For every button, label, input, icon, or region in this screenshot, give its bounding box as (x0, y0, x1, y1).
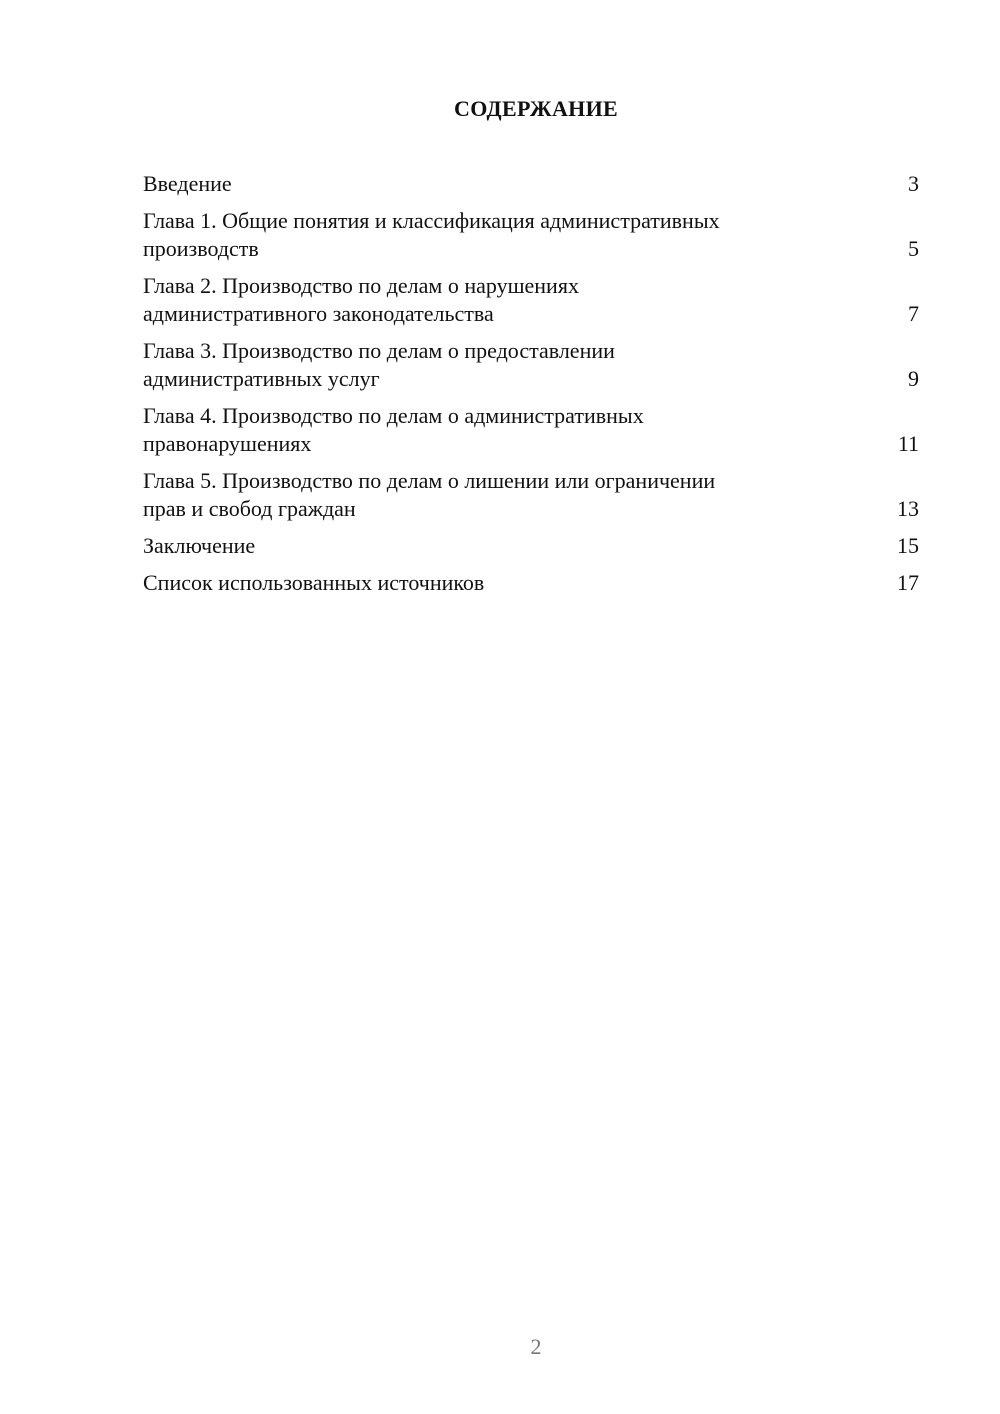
toc-entry-text: Введение (143, 171, 232, 196)
toc-entry-chapter-4 (143, 402, 919, 458)
toc-entry-chapter-1 (143, 207, 919, 263)
toc-entry-text: Глава 5. Производство по делам о лишении или ограничении (143, 468, 716, 493)
toc-entry-text: прав и свобод граждан (143, 496, 356, 521)
toc-page-number: 3 (908, 171, 919, 196)
toc-entry-chapter-3 (143, 337, 919, 393)
page-number: 2 (530, 1334, 542, 1359)
toc-page-number: 13 (897, 496, 919, 521)
toc-entry-text: административных услуг (143, 366, 380, 391)
toc-entry-text: производств (143, 236, 259, 261)
toc-entry-text: административного законодательства (143, 301, 494, 326)
toc-page-number: 17 (897, 570, 919, 595)
toc-title: СОДЕРЖАНИЕ (454, 96, 618, 121)
toc-entry-references (143, 569, 919, 597)
toc-page-number: 5 (908, 236, 919, 261)
toc-page-number: 15 (897, 533, 919, 558)
toc-entry-text: Список использованных источников (143, 570, 485, 595)
toc-page-number: 9 (908, 366, 919, 391)
toc-entry-text: Глава 4. Производство по делам о административных (143, 403, 644, 428)
toc-entry-text: Глава 3. Производство по делам о предоставлении (143, 338, 615, 363)
toc-entry-conclusion (143, 532, 919, 560)
toc-entry-chapter-2 (143, 272, 919, 328)
toc-entry-text: Глава 2. Производство по делам о нарушениях (143, 273, 579, 298)
toc-entry-text: Заключение (143, 533, 256, 558)
toc-page-number: 7 (908, 301, 919, 326)
toc-entry-introduction (143, 170, 919, 198)
toc-entry-text: Глава 1. Общие понятия и классификация административных (143, 208, 720, 233)
toc-entry-text: правонарушениях (143, 431, 312, 456)
table-of-contents (143, 170, 919, 606)
toc-page-number: 11 (897, 431, 919, 456)
toc-entry-chapter-5 (143, 467, 919, 523)
